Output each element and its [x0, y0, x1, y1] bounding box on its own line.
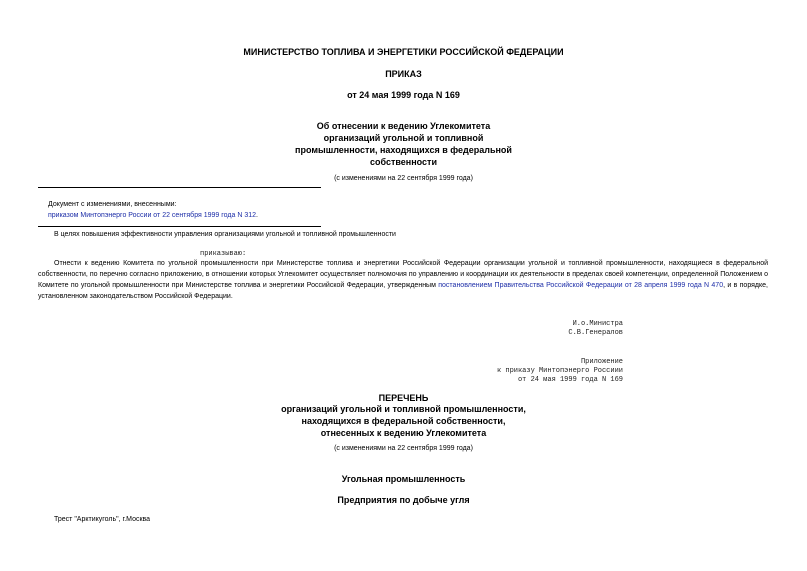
decree-link[interactable]: постановлением Правительства Российской Федерации от 28 апреля 1999 года N 470: [438, 282, 724, 289]
amendment-link-suffix: .: [256, 212, 258, 219]
appendix-line: от 24 мая 1999 года N 169: [517, 376, 623, 384]
paragraph-text: Отнести к ведению Комитета по угольной промышленности при Министерстве топлива и энергетики Российской Федерации организации угольной и топливной промышленности, находящиеся в федеральной собственности, по перечню согласно приложению, в отношении которых Углекомитет осуществляет полномочия по управлению и координации их деятельности в пределах своей компетенции, определенной Положением о Комитете по угольной промышленности при Министерстве топлива и энергетики Российской Федерации, утвержденным: [38, 260, 768, 289]
changes-reference: [48, 211, 258, 220]
list-item: Трест "Арктикуголь", г.Москва: [54, 516, 151, 523]
appendix-note: [430, 358, 623, 385]
signature-name: С.В.Генералов: [568, 329, 623, 337]
signature-position: И.о.Министра: [572, 320, 623, 328]
subject-heading: [0, 120, 807, 168]
amendment-link[interactable]: приказом Минтопэнерго России от 22 сентября 1999 года N 312: [48, 212, 256, 219]
subject-line: собственности: [370, 157, 437, 167]
list-subtitle-line: организаций угольной и топливной промышленности,: [281, 404, 526, 414]
subject-line: промышленности, находящихся в федеральной: [295, 145, 512, 155]
list-amendments-note: (с изменениями на 22 сентября 1999 года): [334, 445, 473, 452]
amendments-note: (с изменениями на 22 сентября 1999 года): [334, 175, 473, 182]
industry-heading: Угольная промышленность: [341, 474, 466, 484]
category-heading: Предприятия по добыче угля: [337, 495, 470, 505]
divider-top: [38, 187, 321, 188]
ministry-title: МИНИСТЕРСТВО ТОПЛИВА И ЭНЕРГЕТИКИ РОССИЙСКОЙ ФЕДЕРАЦИИ: [243, 47, 564, 57]
order-word: приказываю:: [200, 250, 247, 258]
appendix-line: к приказу Минтопэнерго Россиии: [496, 367, 623, 375]
signature-block: [500, 320, 623, 338]
document-date: от 24 мая 1999 года N 169: [347, 90, 460, 100]
document-type: ПРИКАЗ: [385, 69, 422, 79]
list-subtitle-line: находящихся в федеральной собственности,: [301, 416, 506, 426]
subject-line: Об отнесении к ведению Углекомитета: [316, 121, 491, 131]
intro-text: В целях повышения эффективности управления организациями угольной и топливной промышленности: [54, 231, 396, 238]
divider-bottom: [38, 226, 321, 227]
paragraph-tail: , и в порядке, установленном законодательством Российской Федерации.: [38, 282, 768, 300]
subject-line: организаций угольной и топливной: [323, 133, 484, 143]
list-subtitle: [0, 403, 807, 439]
list-subtitle-line: отнесенных к ведению Углекомитета: [320, 428, 487, 438]
appendix-line: Приложение: [580, 358, 623, 366]
list-title: ПЕРЕЧЕНЬ: [378, 393, 429, 403]
main-paragraph: [38, 258, 768, 302]
changes-label: Документ с изменениями, внесенными:: [48, 201, 177, 208]
